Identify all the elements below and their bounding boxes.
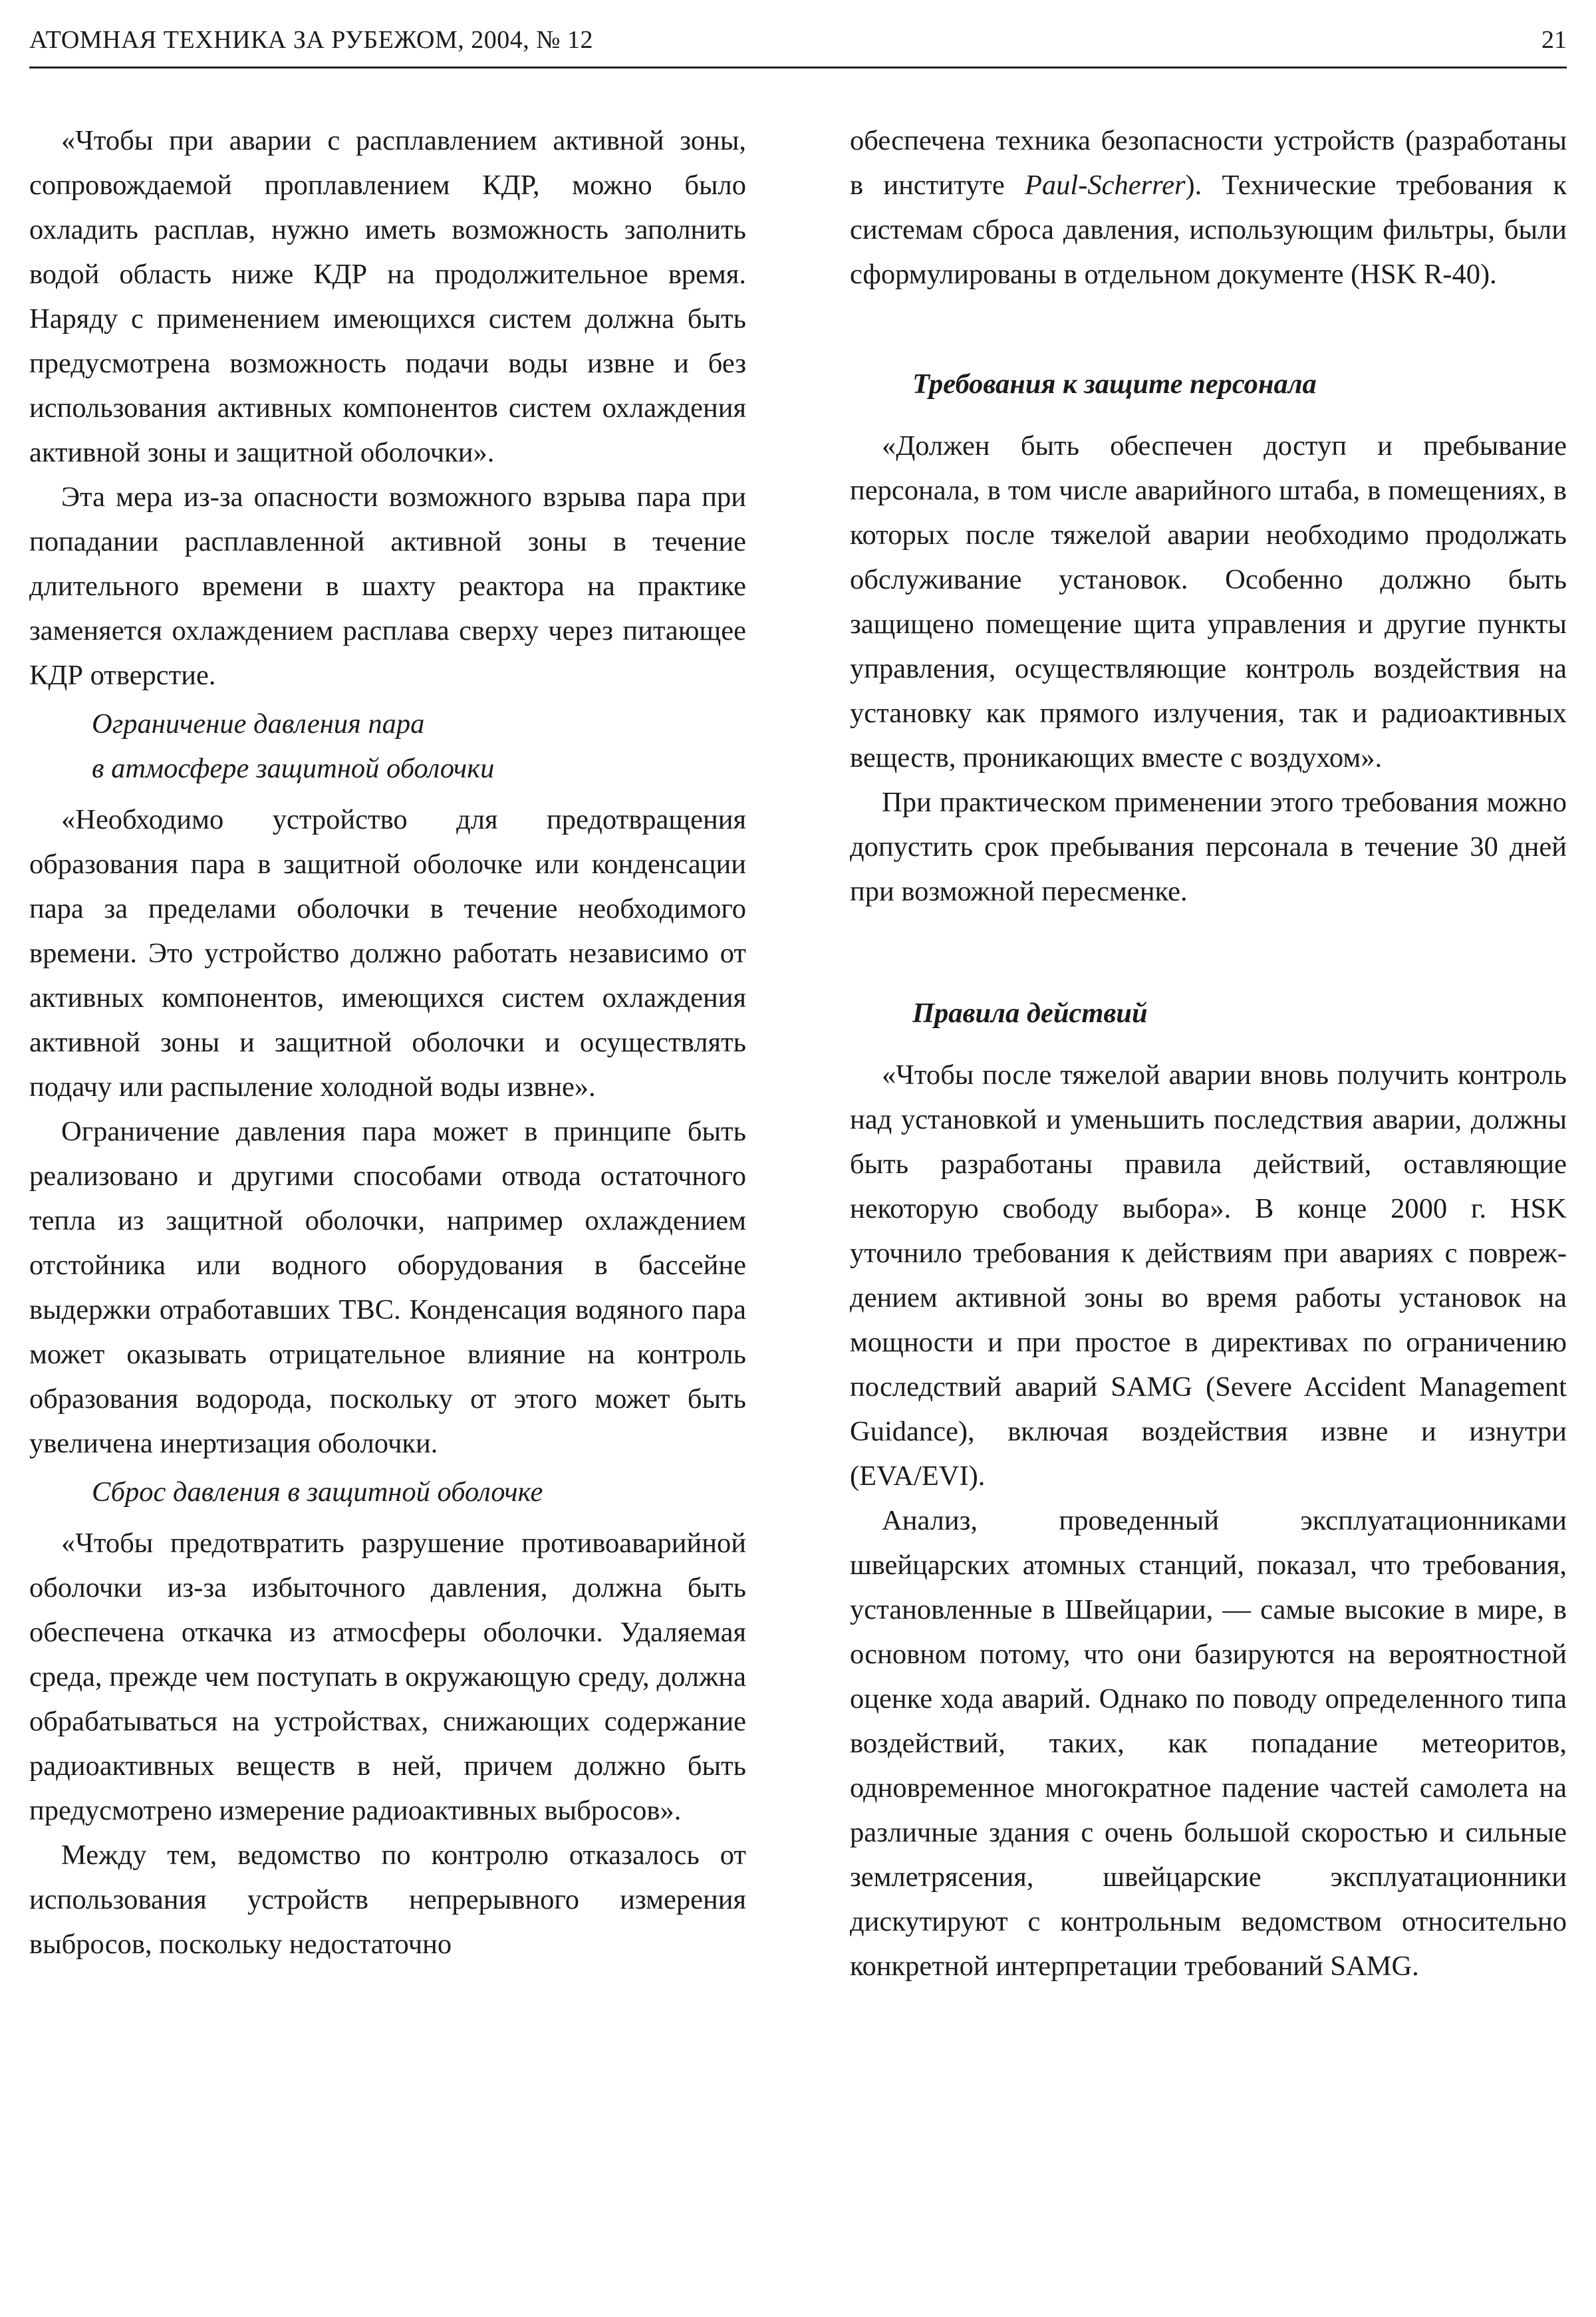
paragraph: «Чтобы предотвратить разрушение противоаварийной оболочки из-за избыточного давления, должна быть обеспечена откачка из атмосферы оболочки. Удаляемая среда, прежде чем поступать в окружающую среду, должна обрабатываться на устройствах, снижающих содержание радиоактивных веществ в ней, причем должно быть предусмотрено измерение радиоактивных выбросов». bbox=[29, 1528, 746, 1826]
institute-name: Paul-Scherrer bbox=[1024, 170, 1186, 201]
paragraph: Анализ, проведенный эксплуатационниками швейцарских атомных станций, показал, что требования, установленные в Швейцарии, — самые высокие в мире, в основном потому, что они базируются на вероятностной оценке хода аварий. Однако по поводу определенного типа воздействий, таких, как попадание метеоритов, одновременное многократное падение частей самолета на различные здания с очень большой скоростью и сильные землетрясения, швейцарские эксплуатационники дискутируют с контрольным ведомством относительно конкретной интерпретации требований SAMG. bbox=[850, 1505, 1567, 1982]
subheading-line: Ограничение давления пара bbox=[92, 708, 425, 740]
paragraph bbox=[850, 118, 1567, 297]
subheading-line: в атмосфере защитной оболочки bbox=[92, 753, 495, 784]
section-subheading: Сброс давления в защитной оболочке bbox=[92, 1476, 543, 1508]
text-run: ). Технические требования к системам сброса давления, использующим фильтры, были сформулированы в отдельном документе (HSK R-40). bbox=[850, 170, 1567, 290]
journal-title: АТОМНАЯ ТЕХНИКА ЗА РУБЕЖОМ, 2004, № 12 bbox=[29, 26, 594, 54]
paragraph: Эта мера из-за опасности возможного взрыва пара при попадании расплавленной активной зоны в течение длительного времени в шахту реактора на практике заменяется охлаждением расплава сверху через питающее КДР отверстие. bbox=[29, 481, 746, 691]
page-number: 21 bbox=[1541, 26, 1567, 54]
left-column bbox=[29, 118, 746, 1967]
paragraph: Ограничение давления пара может в принципе быть реализовано и другими способами отвода остаточного тепла из защитной оболочки, например охлаждением отстойника или водного оборудования в бассейне выдержки отработавших ТВС. Конденсация водяного пара может оказывать отрицательное влияние на контроль образования водорода, поскольку от этого может быть увеличена инертизация оболочки. bbox=[29, 1116, 746, 1459]
paragraph: «Необходимо устройство для предотвращения образования пара в защитной оболочке или конденсации пара за пределами оболочки в течение необходимого времени. Это устройство должно работать независимо от активных компонентов, имеющихся систем охлаждения активной зоны и защитной оболочки и осуществлять подачу или распыление холодной воды извне». bbox=[29, 804, 746, 1103]
right-column bbox=[850, 118, 1567, 1988]
section-heading: Правила действий bbox=[912, 998, 1148, 1029]
paragraph: Между тем, ведомство по контролю отказалось от использования устройств непрерывного измерения выбросов, поскольку недостаточно bbox=[29, 1840, 746, 1960]
text-run: обеспечена техника безопасности устройств (разработаны в институте bbox=[850, 125, 1567, 201]
section-heading: Требования к защите персонала bbox=[912, 368, 1317, 400]
section-subheading bbox=[29, 702, 746, 791]
running-header bbox=[29, 13, 1567, 68]
paragraph: При практическом применении этого требования можно допустить срок пребывания персонала в течение 30 дней при возможной пересменке. bbox=[850, 787, 1567, 907]
paragraph: «Должен быть обеспечен доступ и пребывание персонала, в том числе аварийного штаба, в помещениях, в которых после тяжелой аварии необходимо продолжать обслуживание установок. Особенно должно быть защищено помещение щита управления и другие пункты управления, осуществляющие контроль воздействия на установку как прямого излучения, так и радиоактивных веществ, проникающих вместе с воздухом». bbox=[850, 430, 1567, 773]
paragraph: «Чтобы после тяжелой аварии вновь получить контроль над установкой и уменьшить последствия аварии, должны быть разработаны правила действий, оставляющие некоторую свободу выбора». В конце 2000 г. HSK уточнило требования к действиям при авариях с повреждением активной зоны во время работы установок на мощности и при простое в директивах по ограничению последствий аварий SAMG (Severe Accident Management Guidance), включая воздействия извне и изнутри (EVA/EVI). bbox=[850, 1059, 1567, 1492]
paragraph: «Чтобы при аварии с расплавлением активной зоны, сопровождаемой проплавлением КДР, можно было охладить расплав, нужно иметь возможность заполнить водой область ниже КДР на продолжительное время. Наряду с применением имеющихся систем должна быть предусмотрена возможность подачи воды извне и без использования активных компонентов систем охлаждения активной зоны и защитной оболочки». bbox=[29, 125, 746, 468]
